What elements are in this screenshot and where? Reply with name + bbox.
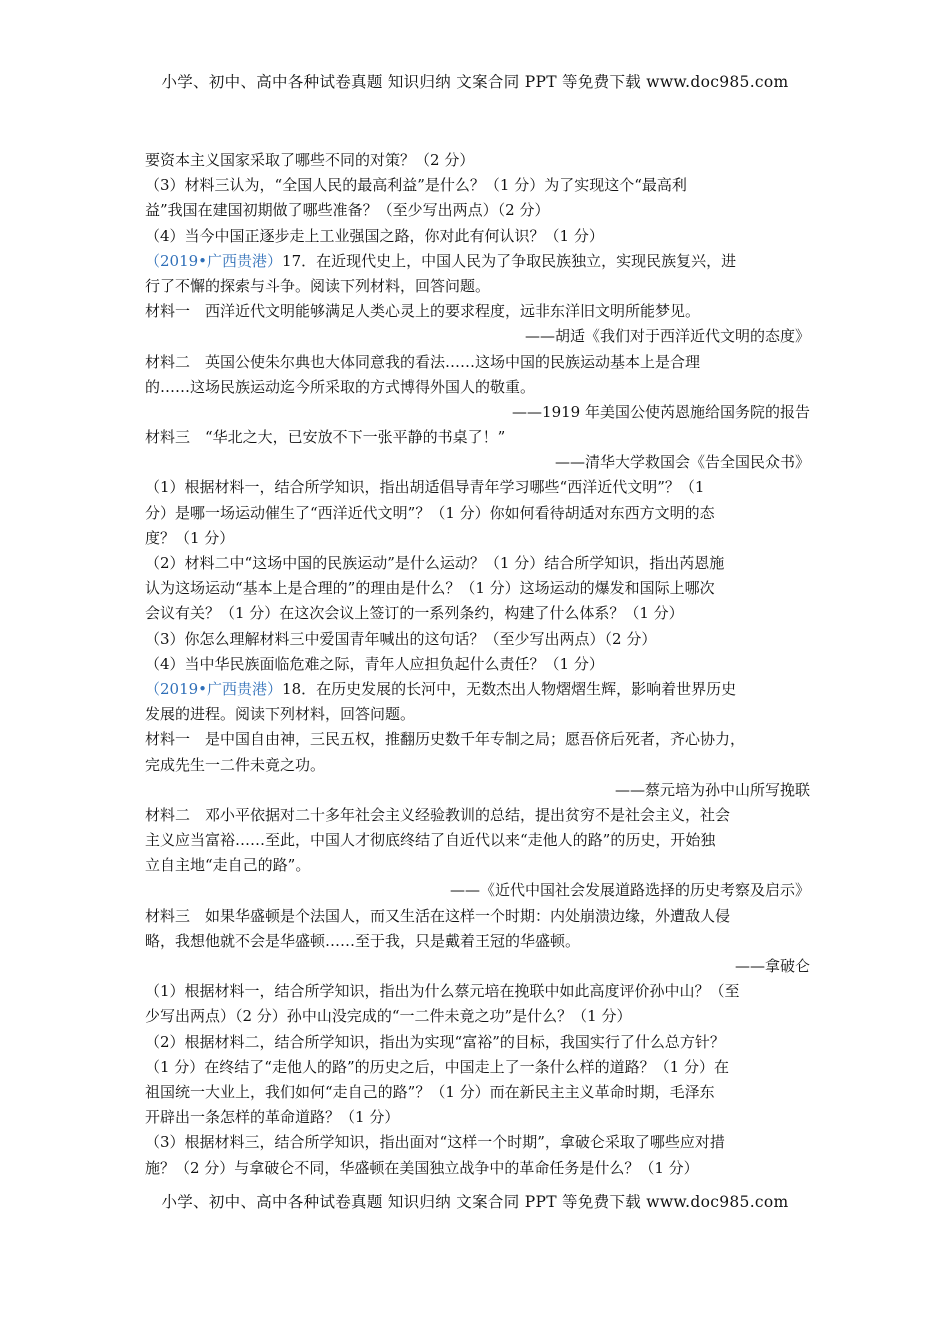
text-line [145,249,810,274]
line-text: 分）是哪一场运动催生了“西洋近代文明”？（1 分）你如何看待胡适对东西方文明的态 [145,503,715,522]
text-line [145,274,810,299]
line-text: 要资本主义国家采取了哪些不同的对策？（2 分） [145,151,475,169]
citation-line [145,954,810,979]
line-text: 主义应当富裕……至此，中国人才彻底终结了自近代以来“走他人的路”的历史，开始独 [145,831,716,850]
text-line [145,173,810,198]
line-text: 会议有关？（1 分）在这次会议上签订的一系列条约，构建了什么体系？（1 分） [145,604,684,623]
text-line [145,677,810,702]
line-text: ——1919 年美国公使芮恩施给国务院的报告 [512,402,810,421]
text-line [145,1004,810,1029]
page-footer: 小学、初中、高中各种试卷真题 知识归纳 文案合同 PPT 等免费下载 www.doc985.com [161,1193,789,1211]
text-line [145,1130,810,1155]
text-line [145,375,810,400]
text-line [145,299,810,324]
text-line [145,929,810,954]
text-line [145,627,810,652]
text-line [145,1055,810,1080]
page-header: 小学、初中、高中各种试卷真题 知识归纳 文案合同 PPT 等免费下载 www.doc985.com [161,73,789,91]
line-text: 立自主地“走自己的路”。 [145,856,311,875]
line-text: 材料三 “华北之大，已安放不下一张平静的书桌了！” [145,428,506,447]
text-line [145,652,810,677]
line-text: （3）你怎么理解材料三中爱国青年喊出的这句话？（至少写出两点）（2 分） [145,629,657,648]
text-line [145,601,810,626]
line-text: 施？（2 分）与拿破仑不同，华盛顿在美国独立战争中的革命任务是什么？（1 分） [145,1158,699,1177]
line-text: （1）根据材料一，结合所学知识，指出胡适倡导青年学习哪些“西洋近代文明”？（1 [145,478,705,497]
text-line [145,904,810,929]
line-text: （4）当中华民族面临危难之际，青年人应担负起什么责任？（1 分） [145,654,604,673]
line-text: 17．在近现代史上，中国人民为了争取民族独立，实现民族复兴，进 [282,251,737,270]
text-line [145,1156,810,1181]
line-text: （3）材料三认为，“全国人民的最高利益”是什么？（1 分）为了实现这个“最高利 [145,176,687,195]
text-line [145,727,810,752]
citation-line [145,400,810,425]
line-text: （3）根据材料三，结合所学知识，指出面对“这样一个时期”，拿破仑采取了哪些应对措 [145,1133,725,1152]
document-body [145,148,810,1181]
line-text: （1 分）在终结了“走他人的路”的历史之后，中国走上了一条什么样的道路？（1 分）在 [145,1057,729,1076]
question-source: （2019•广西贵港） [145,679,283,698]
line-text: ——胡适《我们对于西洋近代文明的态度》 [524,327,810,346]
text-line [145,425,810,450]
line-text: ——《近代中国社会发展道路选择的历史考察及启示》 [449,881,810,900]
line-text: 益”我国在建国初期做了哪些准备？（至少写出两点）（2 分） [145,201,550,220]
line-text: 略，我想他就不会是华盛顿……至于我，只是戴着王冠的华盛顿。 [145,931,581,950]
text-line [145,350,810,375]
text-line [145,853,810,878]
line-text: 材料三 如果华盛顿是个法国人，而又生活在这样一个时期：内处崩溃边缘，外遭敌人侵 [145,906,731,925]
text-line [145,576,810,601]
line-text: 发展的进程。阅读下列材料，回答问题。 [145,705,416,724]
text-line [145,702,810,727]
text-line [145,198,810,223]
text-line [145,803,810,828]
line-text: 少写出两点）（2 分）孙中山没完成的“一二件未竟之功”是什么？（1 分） [145,1007,632,1026]
line-text: （1）根据材料一，结合所学知识，指出为什么蔡元培在挽联中如此高度评价孙中山？（至 [145,982,740,1001]
line-text: 开辟出一条怎样的革命道路？（1 分） [145,1108,400,1127]
line-text: 材料一 是中国自由神，三民五权，推翻历史数千年专制之局；愿吾侪后死者，齐心协力， [145,730,746,749]
line-text: 度？（1 分） [145,528,235,547]
line-text: 祖国统一大业上，我们如何“走自己的路”？（1 分）而在新民主主义革命时期，毛泽东 [145,1082,715,1101]
text-line [145,1080,810,1105]
line-text: 行了不懈的探索与斗争。阅读下列材料，回答问题。 [145,276,491,295]
line-text: 18．在历史发展的长河中，无数杰出人物熠熠生辉，影响着世界历史 [282,679,737,698]
text-line [145,753,810,778]
question-source: （2019•广西贵港） [145,251,283,270]
line-text: （4）当今中国正逐步走上工业强国之路，你对此有何认识？（1 分） [145,226,604,245]
citation-line [145,324,810,349]
line-text: 的……这场民族运动迄今所采取的方式博得外国人的敬重。 [145,377,536,396]
text-line [145,526,810,551]
text-line [145,148,810,173]
text-line [145,501,810,526]
citation-line [145,878,810,903]
text-line [145,979,810,1004]
line-text: 材料二 邓小平依据对二十多年社会主义经验教训的总结，提出贫穷不是社会主义，社会 [145,805,731,824]
line-text: （2）根据材料二，结合所学知识，指出为实现“富裕”的目标，我国实行了什么总方针？ [145,1032,725,1051]
line-text: 完成先生一二件未竟之功。 [145,755,326,774]
line-text: 材料二 英国公使朱尔典也大体同意我的看法……这场中国的民族运动基本上是合理 [145,352,701,371]
text-line [145,551,810,576]
line-text: （2）材料二中“这场中国的民族运动”是什么运动？（1 分）结合所学知识，指出芮恩施 [145,554,725,572]
text-line [145,1105,810,1130]
line-text: ——拿破仑 [734,957,810,975]
text-line [145,475,810,500]
line-text: 材料一 西洋近代文明能够满足人类心灵上的要求程度，远非东洋旧文明所能梦见。 [145,302,701,321]
citation-line [145,778,810,803]
line-text: ——清华大学救国会《告全国民众书》 [554,453,810,472]
text-line [145,1030,810,1055]
line-text: ——蔡元培为孙中山所写挽联 [614,780,810,799]
text-line [145,828,810,853]
text-line [145,224,810,249]
line-text: 认为这场运动“基本上是合理的”的理由是什么？（1 分）这场运动的爆发和国际上哪次 [145,579,715,598]
citation-line [145,450,810,475]
